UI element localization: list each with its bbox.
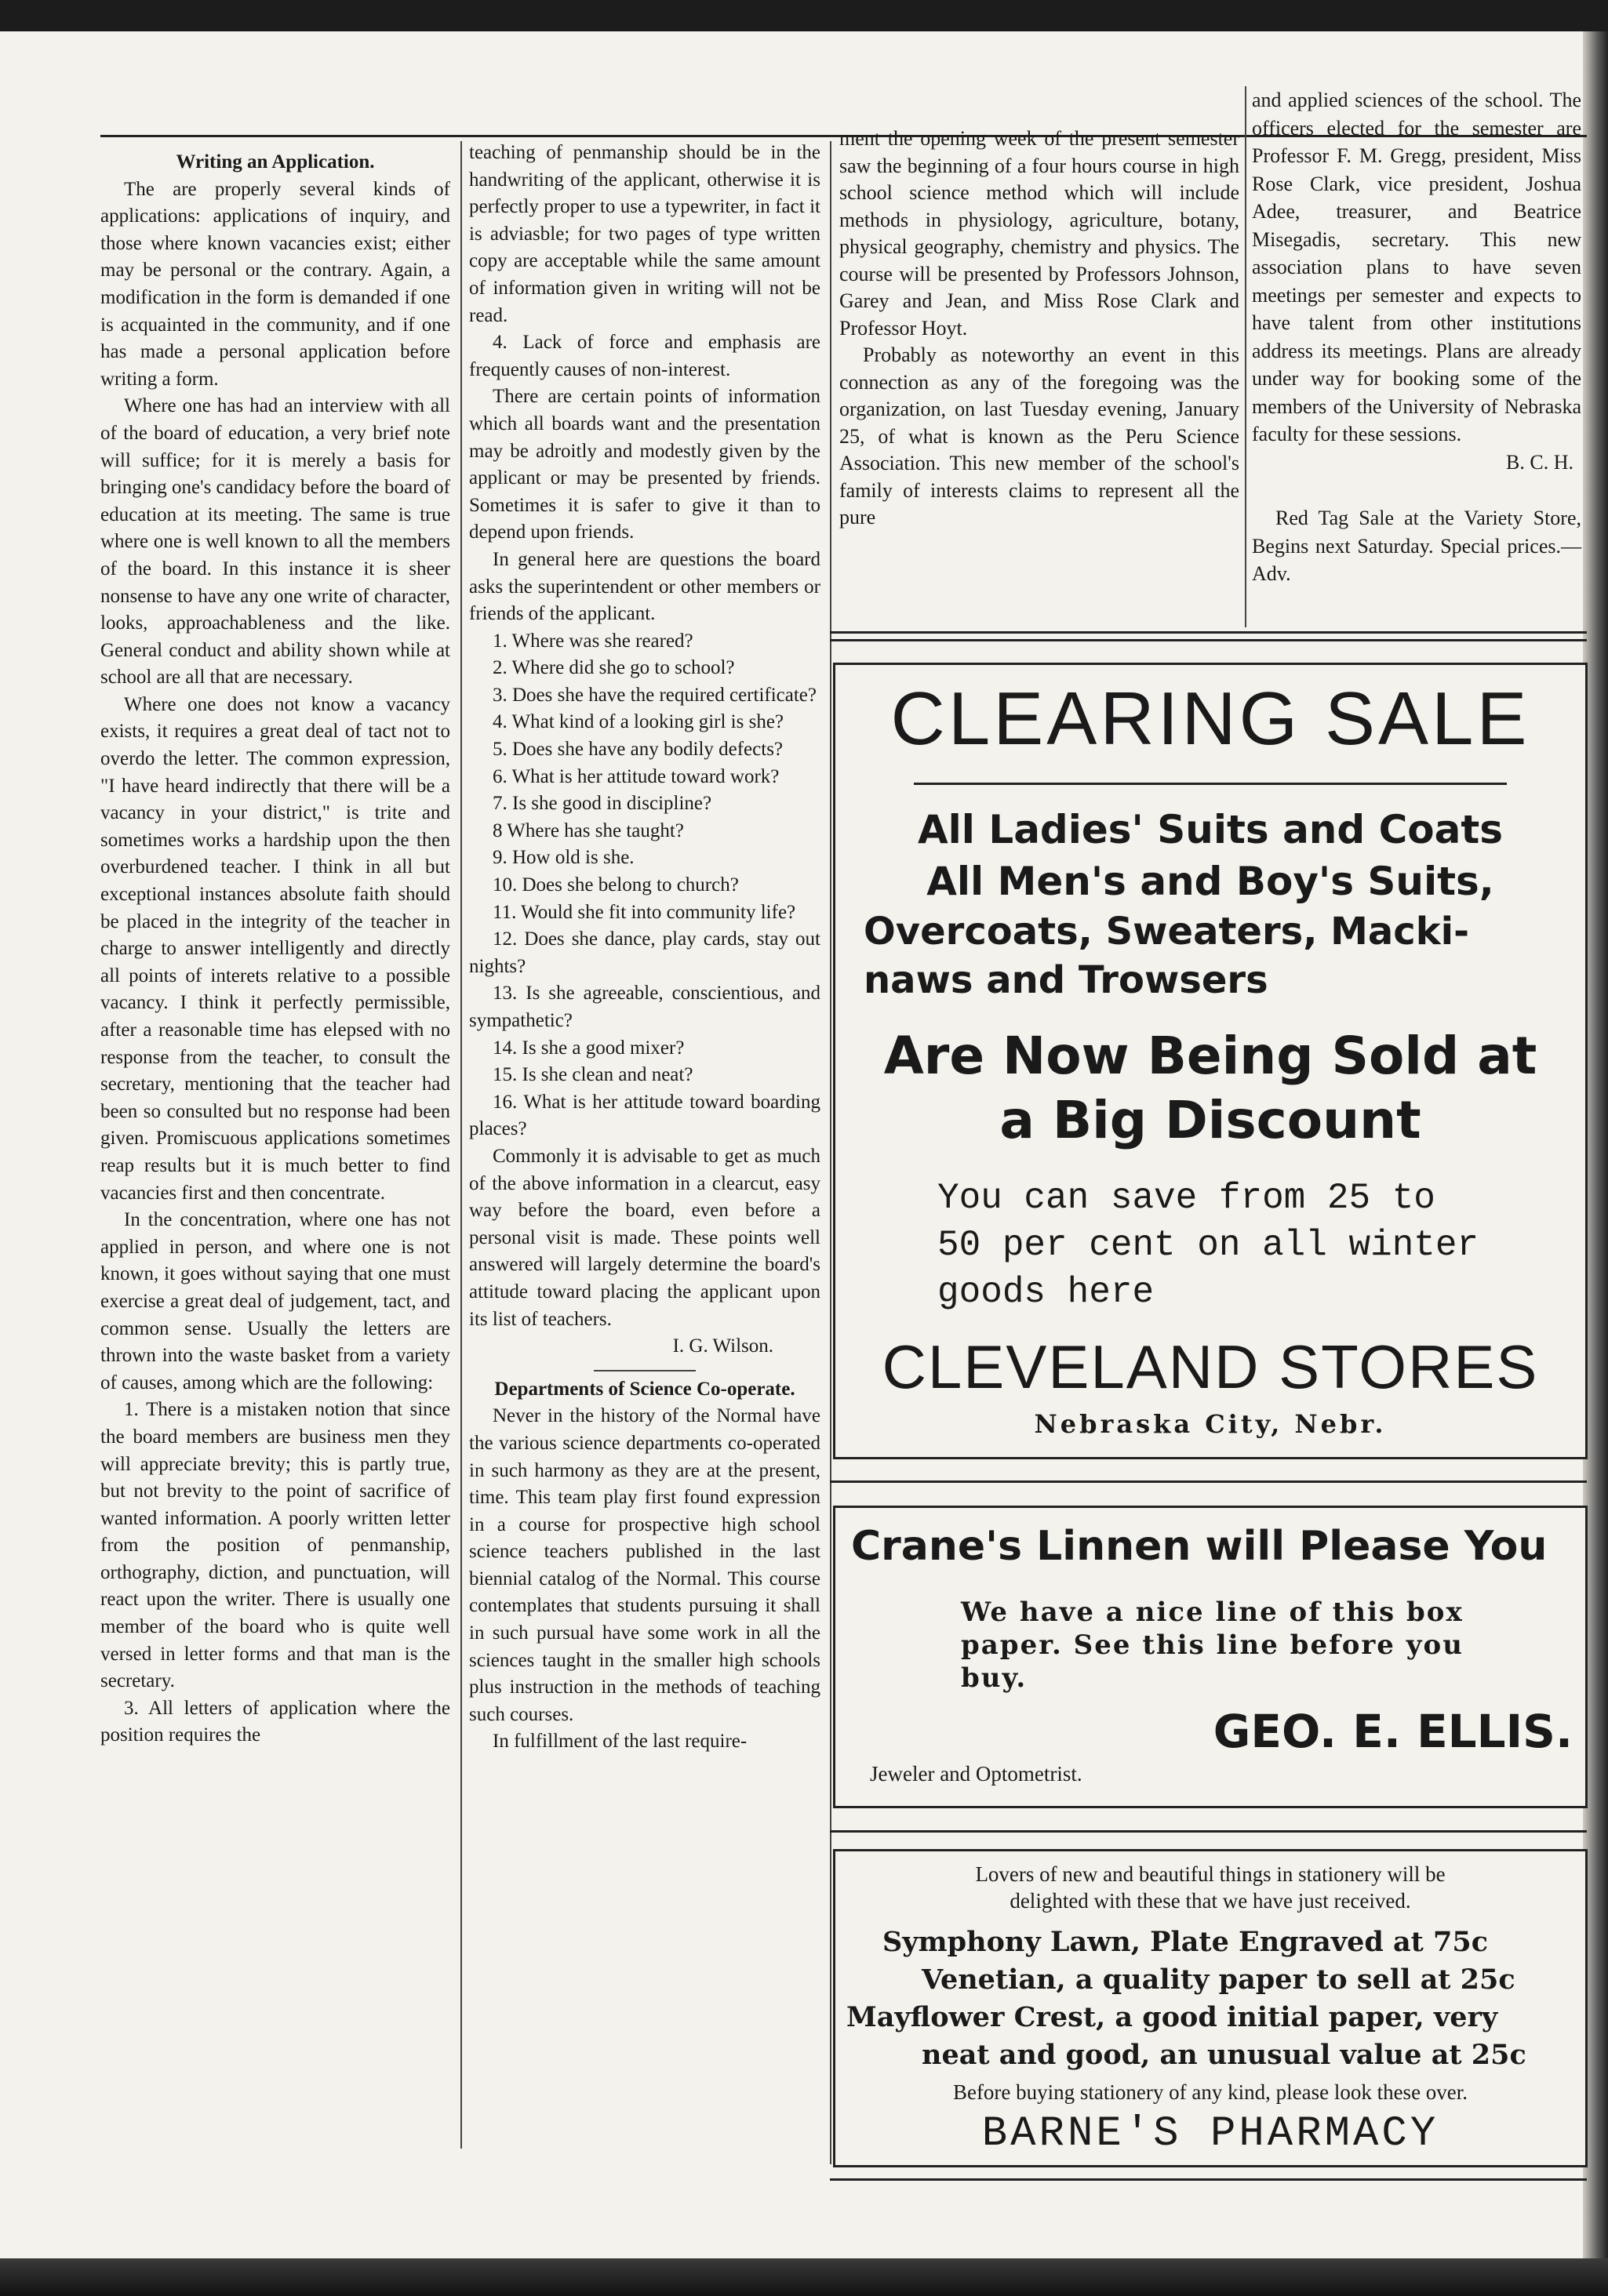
question-item: 4. What kind of a looking girl is she? [493, 711, 784, 733]
ad-body-line: buy. [961, 1662, 1028, 1694]
ad-item-line: neat and good, an unusual value at 25c [922, 2039, 1526, 2071]
question-item: 3. Does she have the required certificate? [493, 684, 817, 706]
paragraph: teaching of penmanship should be in the handwriting of the applicant, otherwise it is perfectly proper to use a typewriter, in fact it is adviasble; for two pages of type written copy are acceptable while the same amount of information given in writing will not be read. [469, 142, 820, 326]
paragraph: In fulfillment of the last require- [493, 1731, 748, 1753]
question-item: 9. How old is she. [493, 847, 635, 869]
column-3 [839, 125, 1239, 532]
column-divider [460, 141, 462, 2149]
advertisement-notice: Red Tag Sale at the Variety Store, Begins next Saturday. Special prices.—Adv. [1252, 507, 1581, 585]
barnes-pharmacy-ad [833, 1849, 1588, 2167]
author-signature: I. G. Wilson. [672, 1335, 773, 1357]
ad-line: naws and Trowsers [864, 958, 1268, 1002]
paragraph: Commonly it is advisable to get as much of the above information in a clearcut, easy way before the board, even before a personal visit is made. These points well answered will largely determine the board's attitude toward placing the applicant upon its list of teachers. [469, 1145, 820, 1330]
column-4 [1252, 86, 1581, 588]
question-item: 7. Is she good in discipline? [493, 793, 712, 815]
ad-body-line: paper. See this line before you [961, 1629, 1464, 1661]
paragraph: Probably as noteworthy an event in this connection as any of the foregoing was the organization, on last Tuesday evening, January 25, of what is known as the Peru Science Association. This new member of the school's family of interests claims to represent all the pure [839, 343, 1239, 529]
ad-closing-line: Before buying stationery of any kind, please look these over. [952, 2080, 1468, 2104]
paragraph: There are certain points of information which all boards want and the presentation may be adroitly and modestly given by the applicant or may be presented by friends. Sometimes it is safer to give it than to depend upon friends. [469, 386, 820, 543]
question-item: 2. Where did she go to school? [493, 657, 735, 679]
question-item: 11. Would she fit into community life? [493, 901, 796, 923]
paragraph: and applied sciences of the school. The officers elected for the semester are Professor F. M. Gregg, president, Miss Rose Clark, vice president, Joshua Adee, treasurer, and Beatrice Misegadis, secretary. This new association plans to have seven meetings per semester and expects to have talent from other institutions address its meetings. Plans are already under way for booking some of the members of the University of Nebraska faculty for these sessions. [1252, 89, 1581, 445]
article-title: Departments of Science Co-operate. [494, 1378, 795, 1400]
author-signature: B. C. H. [1506, 450, 1573, 474]
ad-rule [830, 631, 1587, 634]
paragraph: Where one does not know a vacancy exists, it requires a great deal of tact not to overdo the letter. The common expression, "I have heard indirectly that there will be a vacancy in your district," is trite and sometimes works a hardship upon the then overburdened teacher. I think in all but exceptional instances absolute faith should be placed in the integrity of the teacher in charge to answer intelligently and directly all points of interets relative to a possible vacancy. I think it perfectly permissible, after a reasonable time has elepsed with no response from the teacher, to consult the secretary, mentioning that the teacher had been so consulted but no response had been given. Promiscuous applications sometimes reap results but it is much better to find vacancies first and then concentrate. [100, 693, 450, 1204]
ad-headline: CLEARING SALE [890, 677, 1530, 761]
scan-border [0, 2258, 1608, 2296]
question-item: 12. Does she dance, play cards, stay out nights? [469, 928, 820, 977]
ad-line: Overcoats, Sweaters, Macki- [864, 910, 1470, 954]
store-name: CLEVELAND STORES [882, 1332, 1539, 1401]
ad-body-line: We have a nice line of this box [961, 1597, 1464, 1628]
ad-big-line: Are Now Being Sold at [883, 1026, 1537, 1086]
headline-rule [914, 783, 1507, 785]
question-item: 8 Where has she taught? [493, 819, 684, 841]
ad-save-line: 50 per cent on all winter [937, 1225, 1479, 1266]
paragraph: The are properly several kinds of applications: applications of inquiry, and those where known vacancies exist; either may be personal or the contrary. Again, a modification in the form is demanded if one is acquainted in the community, and if one has made a personal application before writing a form. [100, 178, 450, 390]
ad-rule [830, 1480, 1587, 1483]
paragraph: ment the opening week of the present semester saw the beginning of a four hours course in high school science method which will include methods in physiology, agriculture, botany, physical geography, chemistry and physics. The course will be presented by Professors Johnson, Garey and Jean, and Miss Rose Clark and Professor Hoyt. [839, 127, 1239, 340]
store-location: Nebraska City, Nebr. [1034, 1409, 1387, 1439]
article-title: Writing an Application. [176, 151, 375, 173]
question-item: 15. Is she clean and neat? [493, 1064, 693, 1086]
question-item: 5. Does she have any bodily defects? [493, 739, 784, 761]
question-item: 6. What is her attitude toward work? [493, 765, 780, 787]
clearing-sale-ad [833, 663, 1588, 1459]
merchant-title: Jeweler and Optometrist. [870, 1762, 1082, 1786]
column-divider [1245, 86, 1246, 627]
paragraph: 4. Lack of force and emphasis are frequently causes of non-interest. [469, 332, 820, 380]
paragraph: 1. There is a mistaken notion that since the board members are business men they will appreciate brevity; this is partly true, but not brevity to the point of sacrifice of wanted information. A poorly written letter from the position of penmanship, orthography, diction, and punctuation, will react upon the writer. There is usually one member of the board who is quite well versed in letter forms and that man is the secretary. [100, 1399, 450, 1692]
article-separator [594, 1370, 696, 1371]
ad-intro-line: delighted with these that we have just received. [1010, 1889, 1411, 1913]
ad-line: All Men's and Boy's Suits, [926, 859, 1494, 904]
column-1 [100, 149, 450, 1749]
cranes-linnen-ad [833, 1506, 1588, 1808]
paragraph: In general here are questions the board asks the superintendent or other members or friends of the applicant. [469, 548, 820, 625]
question-item: 10. Does she belong to church? [493, 874, 739, 896]
ad-headline: Crane's Linnen will Please You [851, 1523, 1548, 1570]
store-name: BARNE'S PHARMACY [981, 2110, 1439, 2158]
ad-rule [830, 2178, 1587, 2181]
question-item: 14. Is she a good mixer? [493, 1037, 685, 1059]
question-item: 1. Where was she reared? [493, 630, 693, 652]
question-item: 13. Is she agreeable, conscientious, and sympathetic? [469, 983, 820, 1031]
paragraph: Never in the history of the Normal have the various science departments co-operated in such harmony as they are at the present, time. This team play first found expression in a course for prospective high school science teachers published in the last biennial catalog of the Normal. This course contemplates that students pursuing it shall in such pursual have some work in all the sciences taught in the smaller high schools plus instruction in the methods of teaching such courses. [469, 1405, 820, 1725]
ad-item-line: Mayflower Crest, a good initial paper, very [846, 2001, 1498, 2033]
ad-item-line: Symphony Lawn, Plate Engraved at 75c [882, 1926, 1489, 1958]
column-2 [469, 140, 820, 1756]
ad-rule [830, 639, 1587, 641]
column-divider [830, 141, 831, 2164]
merchant-name: GEO. E. ELLIS. [1213, 1705, 1573, 1758]
paragraph: In the concentration, where one has not applied in person, and where one is not known, it goes without saying that one must exercise a great deal of judgement, tact, and common sense. Usually the letters are thrown into the waste basket from a variety of causes, among which are the following: [100, 1209, 450, 1393]
ad-save-line: goods here [937, 1272, 1155, 1313]
paragraph: 3. All letters of application where the position requires the [100, 1697, 450, 1746]
ad-intro-line: Lovers of new and beautiful things in stationery will be [975, 1862, 1446, 1886]
ad-big-line: a Big Discount [999, 1090, 1421, 1150]
ad-line: All Ladies' Suits and Coats [917, 807, 1504, 852]
ad-save-line: You can save from 25 to [937, 1178, 1435, 1219]
ad-rule [830, 1830, 1587, 1833]
question-item: 16. What is her attitude toward boarding places? [469, 1091, 820, 1140]
ad-item-line: Venetian, a quality paper to sell at 25c [922, 1964, 1515, 1996]
paragraph: Where one has had an interview with all of the board of education, a very brief note will suffice; for it is merely a basis for bringing one's candidacy before the board of education at its meeting. The same is true where one is well known to all the members of the board. In this instance it is sheer nonsense to have any one write of character, looks, approachableness and the like. General conduct and ability shown while at school are all that are necessary. [100, 395, 451, 688]
